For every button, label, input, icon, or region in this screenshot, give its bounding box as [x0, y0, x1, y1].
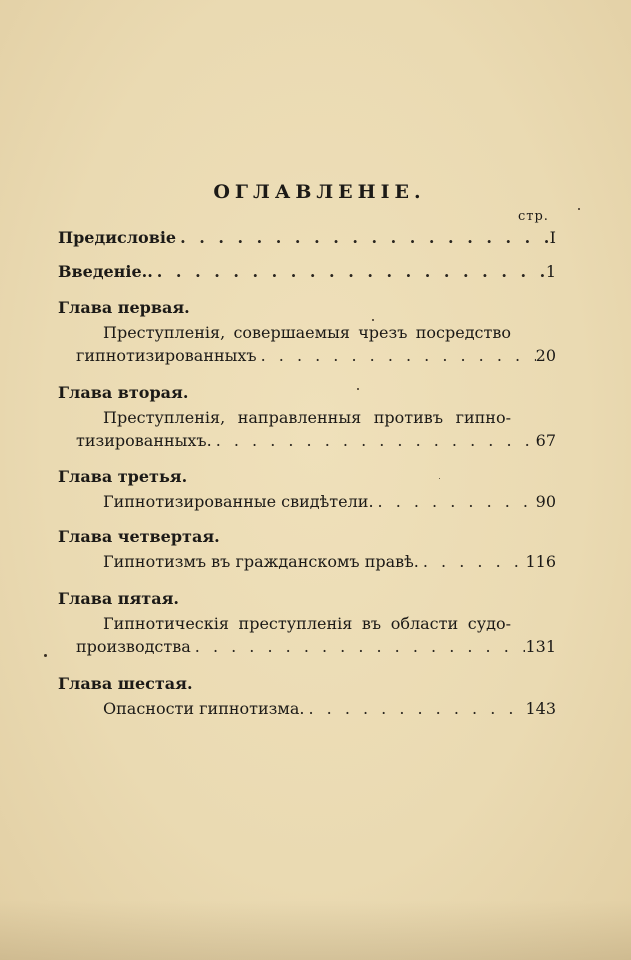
toc-page-number: 1: [545, 262, 556, 281]
leader-dots: [419, 552, 526, 571]
chapter-heading-5[interactable]: Глава пятая.: [58, 589, 179, 608]
leader-dots: [176, 228, 550, 247]
toc-entry-chapter-6[interactable]: [103, 699, 556, 723]
leader-dots: [304, 699, 525, 718]
paper-speck: [44, 654, 47, 657]
toc-page-number: 20: [535, 346, 556, 365]
chapter-title-line: Гипнотическія преступленія въ области судо-: [103, 614, 511, 633]
leader-dots: [257, 346, 536, 365]
toc-entry-chapter-2[interactable]: [76, 431, 556, 455]
paper-speck: [372, 319, 374, 321]
page-column-label: стр.: [518, 209, 549, 224]
toc-entry-label: Предисловіе: [58, 228, 177, 247]
toc-page-number: 131: [525, 637, 556, 656]
toc-page-number: 67: [535, 431, 556, 450]
toc-entry-label: Введеніе..: [58, 262, 153, 281]
toc-page-number: 90: [535, 492, 556, 511]
toc-entry-preface[interactable]: [58, 228, 556, 252]
toc-page-number: I: [549, 228, 556, 247]
leader-dots: [374, 492, 536, 511]
toc-entry-introduction[interactable]: [58, 262, 556, 286]
toc-page-number: 143: [525, 699, 556, 718]
paper-speck: [357, 388, 359, 390]
chapter-heading-1[interactable]: Глава первая.: [58, 298, 190, 317]
leader-dots: [191, 637, 526, 656]
toc-entry-chapter-1[interactable]: [76, 346, 556, 370]
toc-entry-chapter-3[interactable]: [103, 492, 556, 516]
toc-entry-label: гипнотизированныхъ: [76, 346, 257, 365]
toc-entry-label: производства: [76, 637, 191, 656]
toc-entry-chapter-4[interactable]: [103, 552, 556, 576]
paper-speck: [439, 478, 440, 479]
toc-entry-label: Гипнотизированные свидѣтели.: [103, 492, 374, 511]
chapter-title-line: Преступленія, направленныя противъ гипно-: [103, 408, 511, 427]
chapter-heading-4[interactable]: Глава четвертая.: [58, 527, 220, 546]
leader-dots: [153, 262, 546, 281]
toc-page-number: 116: [525, 552, 556, 571]
chapter-heading-2[interactable]: Глава вторая.: [58, 383, 189, 402]
chapter-heading-6[interactable]: Глава шестая.: [58, 674, 193, 693]
toc-entry-label: Опасности гипнотизма.: [103, 699, 305, 718]
toc-entry-chapter-5[interactable]: [76, 637, 556, 661]
chapter-heading-3[interactable]: Глава третья.: [58, 467, 188, 486]
leader-dots: [212, 431, 536, 450]
chapter-title-line: Преступленія, совершаемыя чрезъ посредство: [103, 323, 511, 342]
toc-entry-label: тизированныхъ.: [76, 431, 212, 450]
toc-entry-label: Гипнотизмъ въ гражданскомъ правѣ.: [103, 552, 419, 571]
paper-speck: [578, 208, 580, 210]
page-title: ОГЛАВЛЕНІЕ.: [213, 181, 426, 203]
